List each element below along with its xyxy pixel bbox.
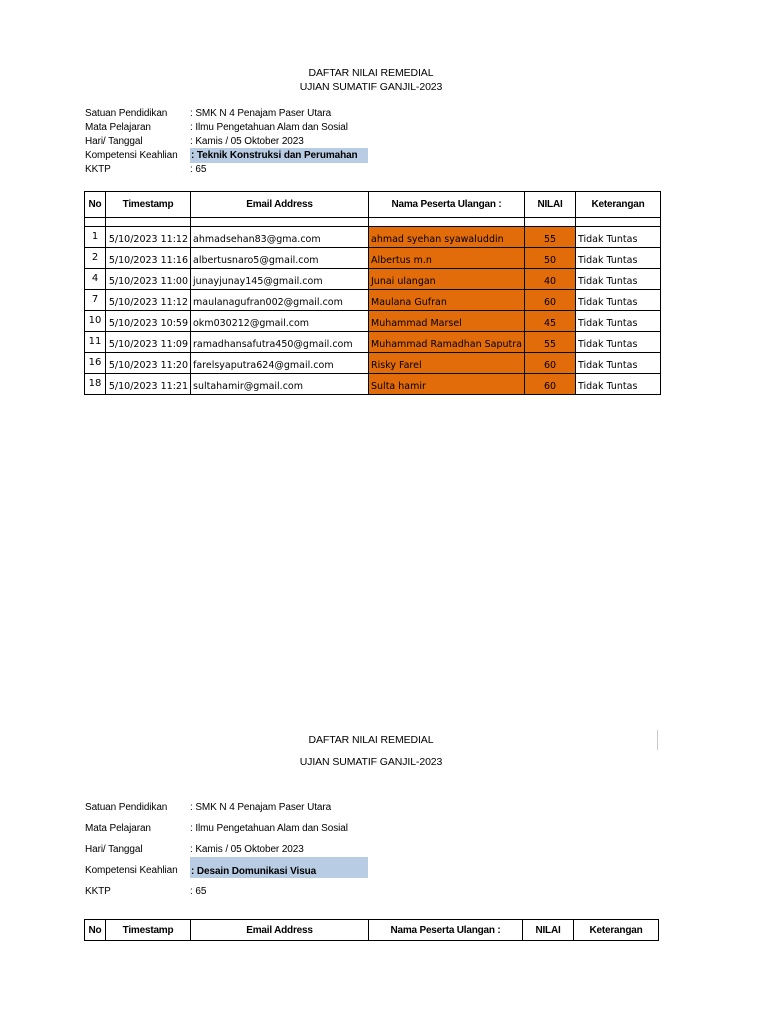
cell-email: maulanagufran002@gmail.com	[191, 290, 369, 311]
info-value-tanggal: : Kamis / 05 Oktober 2023	[190, 136, 304, 147]
info-label-kompetensi: Kompetensi Keahlian	[85, 865, 178, 876]
cell-timestamp: 5/10/2023 11:12	[106, 227, 191, 248]
cell-no: 11	[85, 332, 106, 353]
cell-nilai: 55	[525, 332, 576, 353]
info-label-mapel: Mata Pelajaran	[85, 122, 151, 133]
info-value-mapel: : Ilmu Pengetahuan Alam dan Sosial	[190, 122, 348, 133]
table-header-row	[85, 192, 661, 218]
cell-no: 1	[85, 227, 106, 248]
cell-email: ahmadsehan83@gma.com	[191, 227, 369, 248]
cell-email: okm030212@gmail.com	[191, 311, 369, 332]
cell-nama: Muhammad Ramadhan Saputra	[369, 332, 525, 353]
info-value-kktp: : 65	[190, 164, 207, 175]
sheet2-title: DAFTAR NILAI REMEDIAL	[308, 734, 434, 746]
cell-email: junayjunay145@gmail.com	[191, 269, 369, 290]
header-keterangan: Keterangan	[576, 192, 661, 218]
cell-nama: Sulta hamir	[369, 374, 525, 395]
cell-nilai: 60	[525, 353, 576, 374]
header-no: No	[85, 192, 106, 218]
grades-table	[84, 191, 661, 395]
cell-nama: ahmad syehan syawaluddin	[369, 227, 525, 248]
cell-nilai: 50	[525, 248, 576, 269]
cell-email: sultahamir@gmail.com	[191, 374, 369, 395]
info-label-kompetensi: Kompetensi Keahlian	[85, 150, 178, 161]
header-email: Email Address	[191, 920, 369, 941]
info-label-satuan: Satuan Pendidikan	[85, 108, 168, 119]
cell-email: albertusnaro5@gmail.com	[191, 248, 369, 269]
header-no: No	[85, 920, 106, 941]
cell-keterangan: Tidak Tuntas	[576, 332, 661, 353]
table-row	[85, 248, 661, 269]
table-row	[85, 269, 661, 290]
table-spacer-row	[85, 218, 661, 227]
header-email: Email Address	[191, 192, 369, 218]
cell-no: 18	[85, 374, 106, 395]
info-value-tanggal: : Kamis / 05 Oktober 2023	[190, 844, 304, 855]
header-nilai: NILAI	[525, 192, 576, 218]
cell-timestamp: 5/10/2023 11:16	[106, 248, 191, 269]
info-label-kktp: KKTP	[85, 164, 111, 175]
info-value-kktp: : 65	[190, 886, 207, 897]
header-timestamp: Timestamp	[106, 920, 191, 941]
cell-keterangan: Tidak Tuntas	[576, 290, 661, 311]
cell-no: 4	[85, 269, 106, 290]
cell-nama: Maulana Gufran	[369, 290, 525, 311]
cell-nilai: 60	[525, 374, 576, 395]
table-row	[85, 353, 661, 374]
table-header-row	[85, 920, 659, 941]
info-value-kompetensi: : Desain Domunikasi Visua	[190, 857, 368, 878]
cell-keterangan: Tidak Tuntas	[576, 269, 661, 290]
cell-nama: Albertus m.n	[369, 248, 525, 269]
cell-timestamp: 5/10/2023 11:00	[106, 269, 191, 290]
info-label-satuan: Satuan Pendidikan	[85, 802, 168, 813]
header-keterangan: Keterangan	[574, 920, 659, 941]
cell-keterangan: Tidak Tuntas	[576, 248, 661, 269]
table-row	[85, 227, 661, 248]
table-row	[85, 374, 661, 395]
sheet1-subtitle: UJIAN SUMATIF GANJIL-2023	[299, 81, 443, 93]
cell-no: 2	[85, 248, 106, 269]
cell-email: ramadhansafutra450@gmail.com	[191, 332, 369, 353]
cell-no: 16	[85, 353, 106, 374]
header-timestamp: Timestamp	[106, 192, 191, 218]
cell-timestamp: 5/10/2023 10:59	[106, 311, 191, 332]
header-nama: Nama Peserta Ulangan :	[369, 920, 523, 941]
cell-nilai: 40	[525, 269, 576, 290]
cell-nama: Junai ulangan	[369, 269, 525, 290]
header-nilai: NILAI	[523, 920, 574, 941]
cell-no: 7	[85, 290, 106, 311]
info-label-mapel: Mata Pelajaran	[85, 823, 151, 834]
cell-nama: Risky Farel	[369, 353, 525, 374]
cell-nilai: 55	[525, 227, 576, 248]
cell-nilai: 60	[525, 290, 576, 311]
sheet1-title: DAFTAR NILAI REMEDIAL	[308, 67, 434, 79]
cell-keterangan: Tidak Tuntas	[576, 311, 661, 332]
table-row	[85, 290, 661, 311]
info-label-kktp: KKTP	[85, 886, 111, 897]
cell-email: farelsyaputra624@gmail.com	[191, 353, 369, 374]
grades-table	[84, 919, 659, 941]
info-value-satuan: : SMK N 4 Penajam Paser Utara	[190, 108, 332, 119]
table-row	[85, 311, 661, 332]
cell-nilai: 45	[525, 311, 576, 332]
info-value-kompetensi: : Teknik Konstruksi dan Perumahan	[190, 148, 368, 163]
header-nama: Nama Peserta Ulangan :	[369, 192, 525, 218]
cell-no: 10	[85, 311, 106, 332]
cell-timestamp: 5/10/2023 11:20	[106, 353, 191, 374]
cell-keterangan: Tidak Tuntas	[576, 374, 661, 395]
cell-timestamp: 5/10/2023 11:12	[106, 290, 191, 311]
cell-timestamp: 5/10/2023 11:09	[106, 332, 191, 353]
sheet2-subtitle: UJIAN SUMATIF GANJIL-2023	[299, 756, 443, 768]
cell-nama: Muhammad Marsel	[369, 311, 525, 332]
cell-timestamp: 5/10/2023 11:21	[106, 374, 191, 395]
info-label-tanggal: Hari/ Tanggal	[85, 844, 143, 855]
info-value-mapel: : Ilmu Pengetahuan Alam dan Sosial	[190, 823, 348, 834]
table-row	[85, 332, 661, 353]
info-value-satuan: : SMK N 4 Penajam Paser Utara	[190, 802, 332, 813]
info-label-tanggal: Hari/ Tanggal	[85, 136, 143, 147]
cell-keterangan: Tidak Tuntas	[576, 353, 661, 374]
cell-keterangan: Tidak Tuntas	[576, 227, 661, 248]
